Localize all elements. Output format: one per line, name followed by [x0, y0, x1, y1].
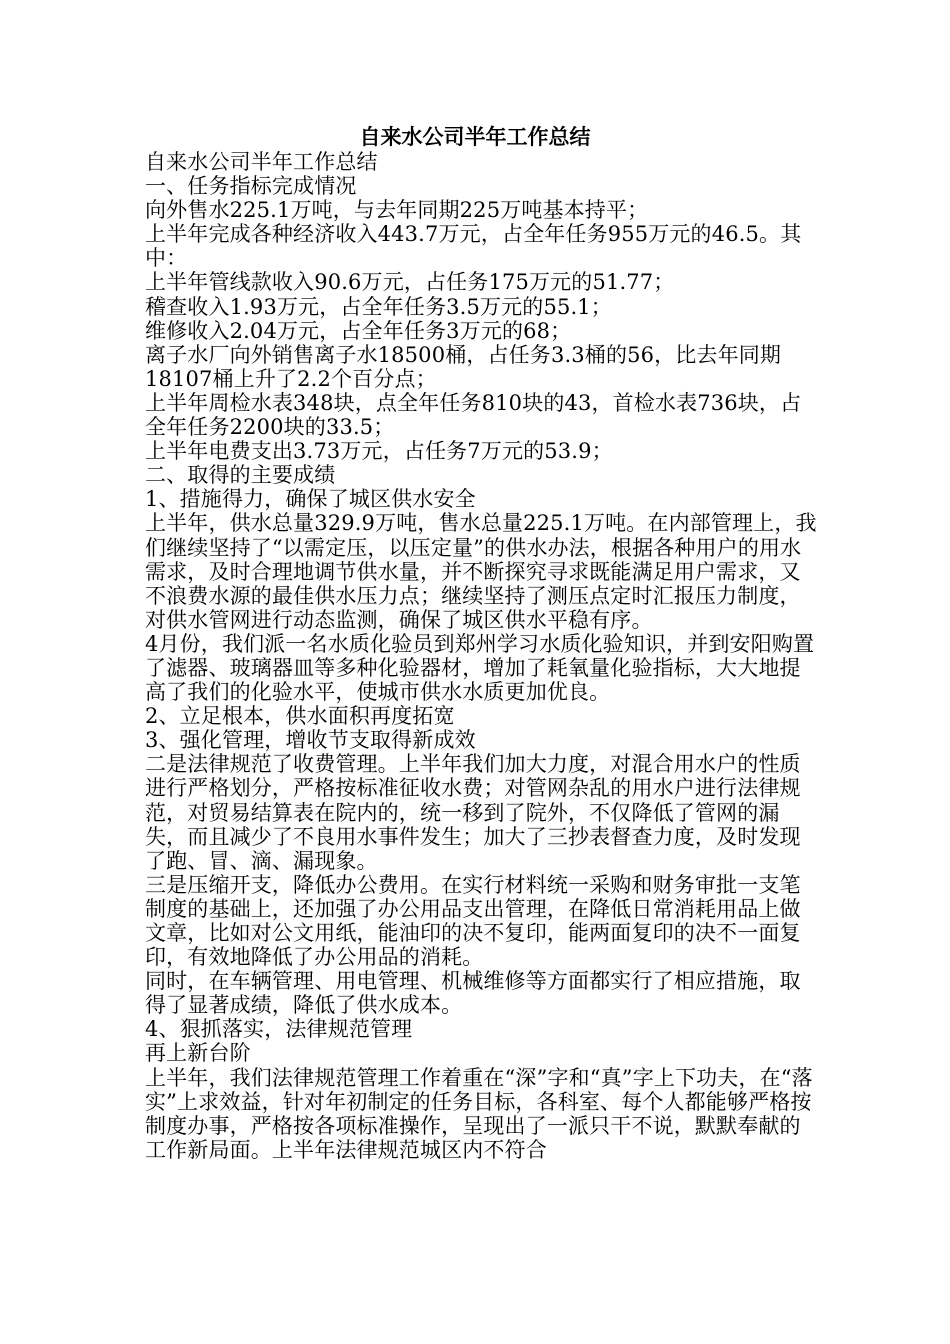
section-heading: 一、任务指标完成情况	[145, 174, 357, 199]
paragraph: 再上新台阶	[145, 1041, 251, 1066]
paragraph: 离子水厂向外销售离子水18500桶，占任务3.3桶的56，比去年同期18107桶上升了2.2个百分点；	[145, 342, 782, 391]
paragraph: 三是压缩开支，降低办公费用。在实行材料统一采购和财务审批一支笔制度的基础上，还加强了办公用品支出管理，在降低日常消耗用品上做文章，比如对公文用纸，能油印的决不复印，能两面复印的决不一面复印，有效地降低了办公用品的消耗。	[145, 872, 801, 970]
paragraph: 稽查收入1.93万元，占全年任务3.5万元的55.1；	[145, 294, 612, 319]
paragraph: 4月份，我们派一名水质化验员到郑州学习水质化验知识，并到安阳购置了滤器、玻璃器皿等多种化验器材，增加了耗氧量化验指标，大大地提高了我们的化验水平，使城市供水水质更加优良。	[145, 631, 815, 705]
subsection-heading: 2、立足根本，供水面积再度拓宽	[145, 704, 455, 729]
paragraph: 上半年，我们法律规范管理工作着重在“深”字和“真”字上下功夫，在“落实”上求效益，针对年初制定的任务目标，各科室、每个人都能够严格按制度办事，严格按各项标准操作，呈现出了一派只干不说，默默奉献的工作新局面。上半年法律规范城区内不符合	[145, 1065, 813, 1162]
paragraph: 向外售水225.1万吨，与去年同期225万吨基本持平；	[145, 198, 649, 223]
document-body	[145, 150, 817, 1162]
paragraph: 同时，在车辆管理、用电管理、机械维修等方面都实行了相应措施，取得了显著成绩，降低了供水成本。	[145, 969, 801, 1018]
paragraph: 自来水公司半年工作总结	[145, 150, 378, 174]
document-title: 自来水公司半年工作总结	[359, 125, 591, 149]
paragraph: 维修收入2.04万元，占全年任务3万元的68；	[145, 318, 572, 343]
subsection-heading: 4、狠抓落实，法律规范管理	[145, 1017, 413, 1042]
paragraph: 上半年，供水总量329.9万吨，售水总量225.1万吨。在内部管理上，我们继续坚持了“以需定压，以压定量”的供水办法，根据各种用户的用水需求，及时合理地调节供水量，并不断探究寻求既能满足用户需求，又不浪费水源的最佳供水压力点；继续坚持了测压点定时汇报压力制度，对供水管网进行动态监测，确保了城区供水平稳有序。	[145, 511, 817, 632]
subsection-heading: 3、强化管理，增收节支取得新成效	[145, 728, 476, 753]
section-heading: 二、取得的主要成绩	[145, 463, 336, 488]
paragraph: 上半年周检水表348块，点全年任务810块的43，首检水表736块，占全年任务2200块的33.5；	[145, 390, 802, 440]
paragraph: 上半年电费支出3.73万元，占任务7万元的53.9；	[145, 439, 613, 464]
subsection-heading: 1、措施得力，确保了城区供水安全	[145, 487, 476, 512]
paragraph: 二是法律规范了收费管理。上半年我们加大力度，对混合用水户的性质进行严格划分，严格按标准征收水费；对管网杂乱的用水户进行法律规范，对贸易结算表在院内的，统一移到了院外，不仅降低了管网的漏失，而且减少了不良用水事件发生；加大了三抄表督查力度，及时发现了跑、冒、滴、漏现象。	[145, 752, 801, 873]
paragraph: 上半年完成各种经济收入443.7万元，占全年任务955万元的46.5。其中：	[145, 222, 802, 271]
paragraph: 上半年管线款收入90.6万元，占任务175万元的51.77；	[145, 270, 675, 295]
